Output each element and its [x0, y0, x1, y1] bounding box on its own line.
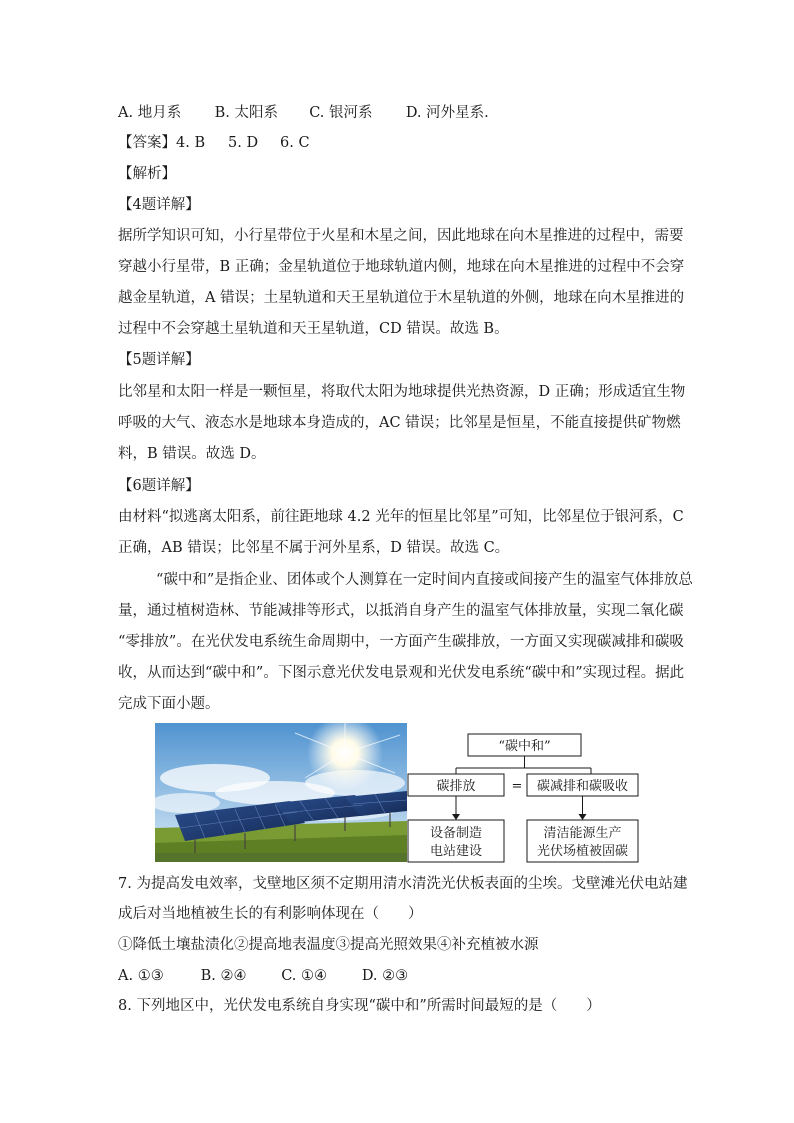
- box-clean-energy-label-1: 清洁能源生产: [543, 826, 622, 841]
- q7-line-1: 7. 为提高发电效率，戈壁地区须不定期用清水清洗光伏板表面的尘埃。戈壁滩光伏电站建: [118, 876, 688, 892]
- option-c: C. 银河系: [309, 105, 373, 121]
- box-carbon-reduction: [527, 774, 638, 796]
- option-a: A. 地月系: [118, 105, 182, 121]
- answer-q5: 5. D: [228, 135, 259, 151]
- q5-line-1: 比邻星和太阳一样是一颗恒星，将取代太阳为地球提供光热资源，D 正确；形成适宜生物: [118, 384, 686, 400]
- q5-line-3: 料，B 错误。故选 D。: [118, 446, 266, 462]
- q4-heading: 【4题详解】: [118, 197, 200, 213]
- box-carbon-neutral-label: “碳中和”: [498, 739, 551, 754]
- carbon-neutral-diagram: [405, 730, 655, 865]
- q7-choices: ①降低土壤盐渍化②提高地表温度③提高光照效果④补充植被水源: [118, 937, 539, 953]
- option-b: B. 太阳系: [214, 105, 278, 121]
- answer-label: 【答案】: [118, 135, 176, 151]
- analysis-heading: 【解析】: [118, 166, 176, 182]
- box-carbon-emission: [408, 774, 504, 796]
- arrow-down-icon: [579, 814, 587, 820]
- box-carbon-reduction-label: 碳减排和碳吸收: [536, 779, 629, 794]
- passage-line-1: “碳中和”是指企业、团体或个人测算在一定时间内直接或间接产生的温室气体排放总: [156, 572, 693, 588]
- q7-option-c: C. ①④: [281, 968, 328, 984]
- box-equipment-label-1: 设备制造: [429, 826, 483, 841]
- q7-option-a: A. ①③: [118, 968, 164, 984]
- q7-options: [118, 966, 408, 986]
- answer-q4: 4. B: [176, 135, 206, 151]
- q4-line-2: 穿越小行星带，B 正确；金星轨道位于地球轨道内侧，地球在向木星推进的过程中不会穿: [118, 259, 685, 275]
- passage-line-2: 量，通过植树造林、节能减排等形式，以抵消自身产生的温室气体排放量，实现二氧化碳: [118, 603, 684, 619]
- box-carbon-neutral: [468, 734, 581, 756]
- prev-question-options: [118, 103, 489, 123]
- answer-q6: 6. C: [280, 135, 310, 151]
- q6-line-1: 由材料“拟逃离太阳系，前往距地球 4.2 光年的恒星比邻星”可知，比邻星位于银河系，C: [118, 509, 684, 525]
- solar-farm-illustration: [155, 723, 407, 862]
- q7-option-b: B. ②④: [200, 968, 247, 984]
- q4-line-1: 据所学知识可知，小行星带位于火星和木星之间，因此地球在向木星推进的过程中，需要: [118, 228, 684, 244]
- q5-heading: 【5题详解】: [118, 352, 200, 368]
- passage-line-3: “零排放”。在光伏发电系统生命周期中，一方面产生碳排放，一方面又实现碳减排和碳吸: [118, 634, 684, 650]
- box-clean-energy: [527, 820, 638, 862]
- option-d: D. 河外星系.: [405, 105, 489, 121]
- box-carbon-emission-label: 碳排放: [436, 779, 476, 794]
- q7-option-d: D. ②③: [361, 968, 409, 984]
- q6-heading: 【6题详解】: [118, 478, 200, 494]
- q8-line: 8. 下列地区中，光伏发电系统自身实现“碳中和”所需时间最短的是（ ）: [118, 998, 601, 1014]
- arrow-down-icon: [452, 814, 460, 820]
- equals-sign: =: [511, 779, 523, 794]
- q4-line-4: 过程中不会穿越土星轨道和天王星轨道，CD 错误。故选 B。: [118, 321, 509, 337]
- box-equipment-construction: [408, 820, 504, 862]
- box-equipment-label-2: 电站建设: [429, 844, 483, 859]
- solar-farm-photo: [155, 723, 407, 862]
- q5-line-2: 呼吸的大气、液态水是地球本身造成的，AC 错误；比邻星是恒星，不能直接提供矿物燃: [118, 415, 681, 431]
- answer-line: [118, 133, 310, 153]
- passage-line-5: 完成下面小题。: [118, 696, 220, 712]
- box-clean-energy-label-2: 光伏场植被固碳: [536, 844, 629, 859]
- q7-line-2: 成后对当地植被生长的有利影响体现在（ ）: [118, 906, 423, 922]
- q4-line-3: 越金星轨道，A 错误；土星轨道和天王星轨道位于木星轨道的外侧，地球在向木星推进的: [118, 290, 685, 306]
- passage-line-4: 收，从而达到“碳中和”。下图示意光伏发电景观和光伏发电系统“碳中和”实现过程。据此: [118, 665, 685, 681]
- q6-line-2: 正确，AB 错误；比邻星不属于河外星系，D 错误。故选 C。: [118, 540, 510, 556]
